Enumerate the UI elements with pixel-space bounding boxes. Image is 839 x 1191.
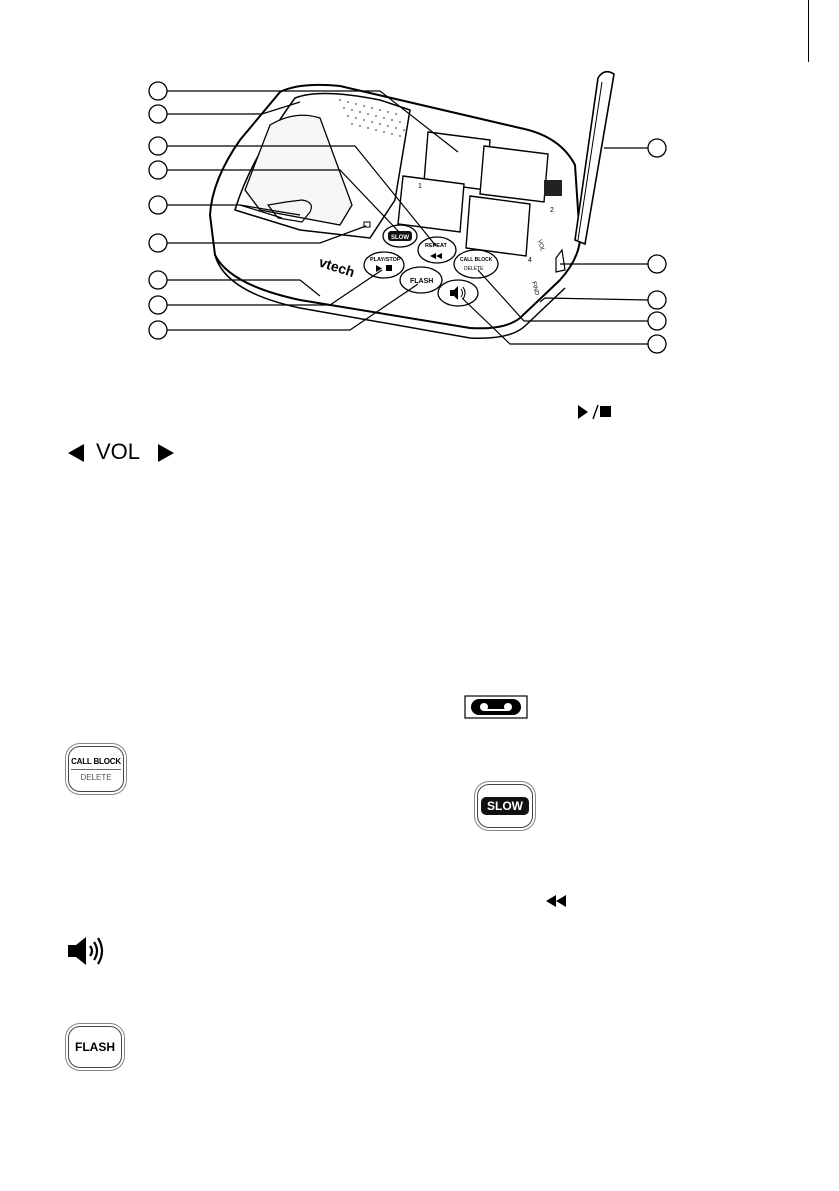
callouts-left [149,82,167,339]
side-vol-label: VOL [536,238,545,253]
vol-label: VOL [96,439,141,464]
key-4 [466,196,530,256]
callouts-right [648,139,666,353]
vol-key-icon [66,441,176,463]
vol-side-button [556,250,565,272]
play-stop-key-label: PLAY/STOP [370,257,401,263]
answering-system-icon [464,695,528,719]
call-block-key-label: CALL BLOCK [460,257,493,263]
key-2 [480,146,548,202]
brand-logo: vtech [317,253,357,281]
flash-key-icon [68,1026,122,1068]
play-stop-key [364,252,404,278]
key-3 [398,176,464,232]
phone-base-diagram [0,0,839,360]
slow-key-label: SLOW [391,235,409,241]
delete-label: DELETE [80,772,112,782]
play-stop-icon [575,403,615,423]
delete-key-label: DELETE [464,266,484,272]
call-block-label: CALL BLOCK [71,757,121,770]
slow-label: SLOW [481,797,529,815]
side-find-label: FIND [530,280,540,297]
call-block-delete-icon [68,746,124,792]
key-label-2: 2 [550,207,554,214]
flash-key-label: FLASH [410,278,434,285]
flash-label: FLASH [75,1040,115,1054]
slow-key-icon [477,784,533,828]
keypad [398,132,548,256]
key-label-4: 4 [528,257,532,264]
indicator-panel [544,180,562,196]
repeat-key-label: REPEAT [425,243,447,249]
vol-right-arrow-icon [154,443,176,463]
vol-left-arrow-icon [66,443,88,463]
speakerphone-icon [66,935,106,967]
key-label-1: 1 [418,183,422,190]
repeat-key [418,237,456,263]
play-stop-key-icon [386,265,392,271]
repeat-icon [544,893,570,909]
call-block-key [454,250,498,278]
